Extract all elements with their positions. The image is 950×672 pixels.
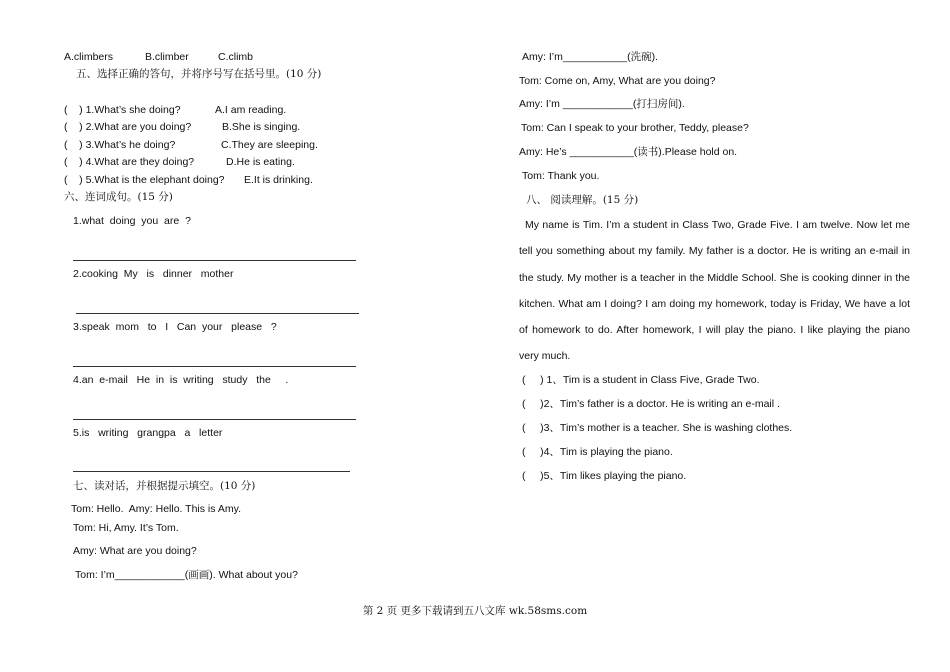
section-8-title: 八、 阅读理解。(15 分) <box>526 194 639 206</box>
match-answer-c: C.They are sleeping. <box>221 139 318 151</box>
true-false-3: ( )3、Tim’s mother is a teacher. She is washing clothes. <box>522 422 793 434</box>
dialog-line-1: Tom: Hello. Amy: Hello. This is Amy. <box>71 503 241 515</box>
dialog-line-7: Amy: I’m ____________(打扫房间). <box>519 98 685 110</box>
reading-passage: My name is Tim. I’m a student in Class Two, Grade Five. I am twelve. Now let me tell you something about my family. My father is a doctor. He is writing an e-mail in the study. My mother is a teacher in the Middle School. She is cooking dinner in the kitchen. What am I doing? I am doing my homework, today is Friday, We have a lot of homework to do. After homework, I will play the piano. I like playing the piano very much. <box>519 219 910 363</box>
match-question-1: ( ) 1.What’s she doing? <box>64 104 181 116</box>
answer-line-2[interactable] <box>76 313 359 314</box>
dialog-line-5: Amy: I’m___________(洗碗). <box>522 51 658 63</box>
section-6-title: 六、连词成句。(15 分) <box>64 191 173 203</box>
dialog-line-10: Tom: Thank you. <box>522 170 600 182</box>
section-7-title: 七、读对话，并根据提示填空。(10 分) <box>73 480 256 492</box>
word-order-1: 1.what doing you are ? <box>73 215 191 227</box>
match-answer-b: B.She is singing. <box>222 121 301 133</box>
dialog-line-9: Amy: He’s ___________(读书).Please hold on. <box>519 146 738 158</box>
answer-line-4[interactable] <box>73 419 356 420</box>
match-answer-d: D.He is eating. <box>226 156 295 168</box>
dialog-line-8: Tom: Can I speak to your brother, Teddy, please? <box>521 122 749 134</box>
section-5-title: 五、选择正确的答句，并将序号写在括号里。(10 分) <box>76 68 322 80</box>
true-false-5: ( )5、Tim likes playing the piano. <box>522 470 687 482</box>
word-order-4: 4.an e-mail He in is writing study the . <box>73 374 289 386</box>
page-footer: 第 2 页 更多下载请到五八文库 wk.58sms.com <box>362 605 588 617</box>
choice-a: A.climbers <box>64 51 114 63</box>
match-question-5: ( ) 5.What is the elephant doing? <box>64 174 225 186</box>
dialog-line-3: Amy: What are you doing? <box>73 545 197 557</box>
dialog-line-2: Tom: Hi, Amy. It’s Tom. <box>73 522 179 534</box>
dialog-line-4: Tom: I’m____________(画画). What about you? <box>75 569 298 581</box>
answer-line-3[interactable] <box>73 366 356 367</box>
match-answer-e: E.It is drinking. <box>244 174 313 186</box>
choice-c: C.climb <box>218 51 254 63</box>
match-question-3: ( ) 3.What’s he doing? <box>64 139 176 151</box>
answer-line-1[interactable] <box>73 260 356 261</box>
match-question-4: ( ) 4.What are they doing? <box>64 156 195 168</box>
answer-line-5[interactable] <box>73 471 350 472</box>
dialog-line-6: Tom: Come on, Amy, What are you doing? <box>519 75 716 87</box>
word-order-5: 5.is writing grangpa a letter <box>73 427 223 439</box>
true-false-4: ( )4、Tim is playing the piano. <box>522 446 673 458</box>
word-order-2: 2.cooking My is dinner mother <box>73 268 234 280</box>
choice-b: B.climber <box>145 51 189 63</box>
true-false-1: ( ) 1、Tim is a student in Class Five, Grade Two. <box>522 374 760 386</box>
match-answer-a: A.I am reading. <box>215 104 287 116</box>
match-question-2: ( ) 2.What are you doing? <box>64 121 192 133</box>
true-false-2: ( )2、Tim’s father is a doctor. He is writing an e-mail . <box>522 398 780 410</box>
word-order-3: 3.speak mom to I Can your please ? <box>73 321 277 333</box>
